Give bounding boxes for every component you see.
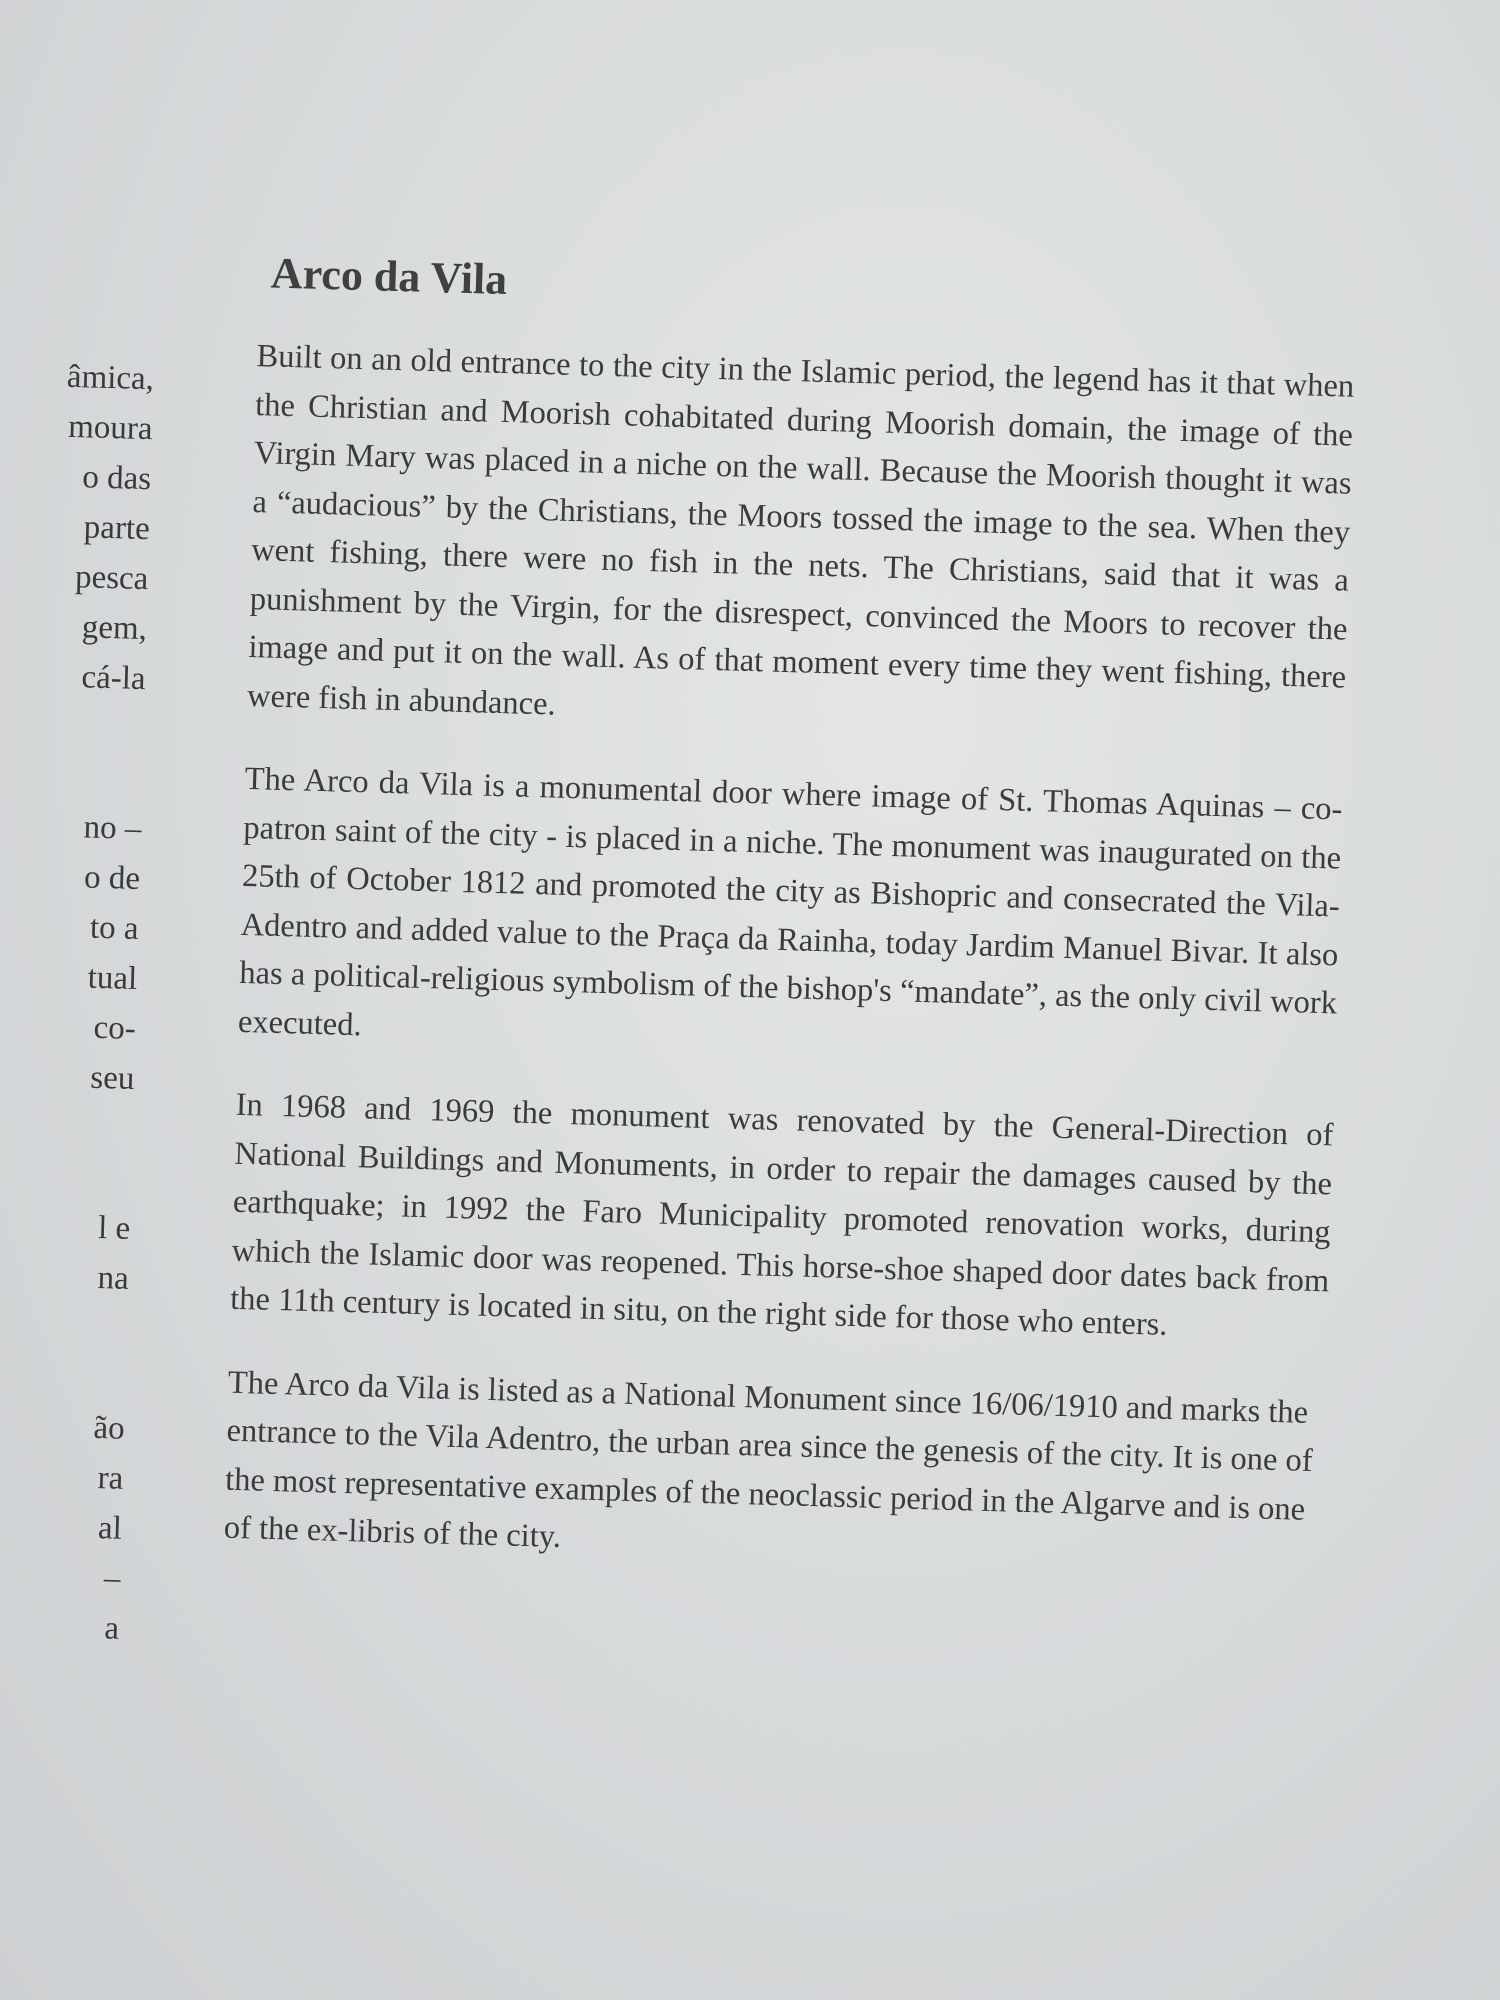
- left-fragment: no –: [83, 809, 142, 848]
- paragraph-national-monument: The Arco da Vila is listed as a National Monument since 16/06/1910 and marks the entrance to the Vila Adentro, the urban area since the genesis of the city. It is one of the most representative examples of the neoclassic period in the Algarve and is one of the ex-libris of the city.: [223, 1364, 1314, 1556]
- left-fragment: cá-la: [80, 659, 147, 698]
- left-fragment: o das: [81, 459, 152, 498]
- left-fragment: ão: [92, 1409, 126, 1447]
- left-fragment: gem,: [81, 609, 148, 648]
- page-title: Arco da Vila: [270, 248, 508, 305]
- left-fragment: a: [103, 1610, 120, 1647]
- paragraph-renovation: In 1968 and 1969 the monument was renovated by the General-Direction of National Buildings and Monuments, in order to repair the damages caused by the earthquake; in 1992 the Faro Municipality promoted renovation works, during which the Islamic door was reopened. This horse-shoe shaped door dates back from the 11th century is located in situ, on the right side for those who enters.: [229, 1086, 1334, 1343]
- left-fragment: [0, 1350, 127, 1404]
- left-fragment: âmica,: [66, 358, 155, 398]
- left-fragment: to a: [89, 909, 140, 947]
- text-page: [38, 202, 1383, 1858]
- left-fragment: [0, 1100, 134, 1154]
- left-fragment: tual: [87, 959, 138, 997]
- paragraph-monument: The Arco da Vila is a monumental door where image of St. Thomas Aquinas – co-patron saint of the city - is placed in a niche. The monument was inaugurated on the 25th of October 1812 and promoted the city as Bishopric and consecrated the Vila-Adentro and added value to the Praça da Rainha, today Jardim Manuel Bivar. It also has a political-religious symbolism of the bishop's “mandate”, as the only civil work executed.: [237, 760, 1343, 1043]
- left-fragment: l e: [97, 1210, 131, 1247]
- left-fragment: co-: [93, 1009, 137, 1047]
- left-fragment: moura: [67, 408, 154, 448]
- article: [222, 247, 1357, 1618]
- left-fragment: na: [97, 1260, 130, 1297]
- left-fragment: –: [103, 1560, 121, 1597]
- left-fragment: [0, 1300, 128, 1354]
- paragraph-legend: Built on an old entrance to the city in the Islamic period, the legend has it that when the Christian and Moorish cohabitated during Moorish domain, the image of the Virgin Mary was placed in a niche on the wall. Because the Moorish thought it was a “audacious” by the Christians, the Moors tossed the image to the sea. When they went fishing, there were no fish in the nets. The Christians, said that it was a punishment by the Virgin, for the disrespect, convinced the Moors to recover the image and put it on the wall. As of that moment every time they went fishing, there were fish in abundance.: [246, 338, 1355, 723]
- left-fragment: [2, 750, 143, 804]
- left-fragment: parte: [83, 509, 151, 548]
- left-column-cropped-text: [0, 350, 155, 1653]
- left-fragment: al: [97, 1510, 123, 1547]
- left-fragment: o de: [83, 859, 141, 898]
- left-fragment: pesca: [74, 559, 149, 598]
- left-fragment: [4, 700, 145, 754]
- left-fragment: seu: [89, 1059, 135, 1097]
- left-fragment: ra: [97, 1460, 124, 1497]
- left-fragment: [0, 1150, 132, 1204]
